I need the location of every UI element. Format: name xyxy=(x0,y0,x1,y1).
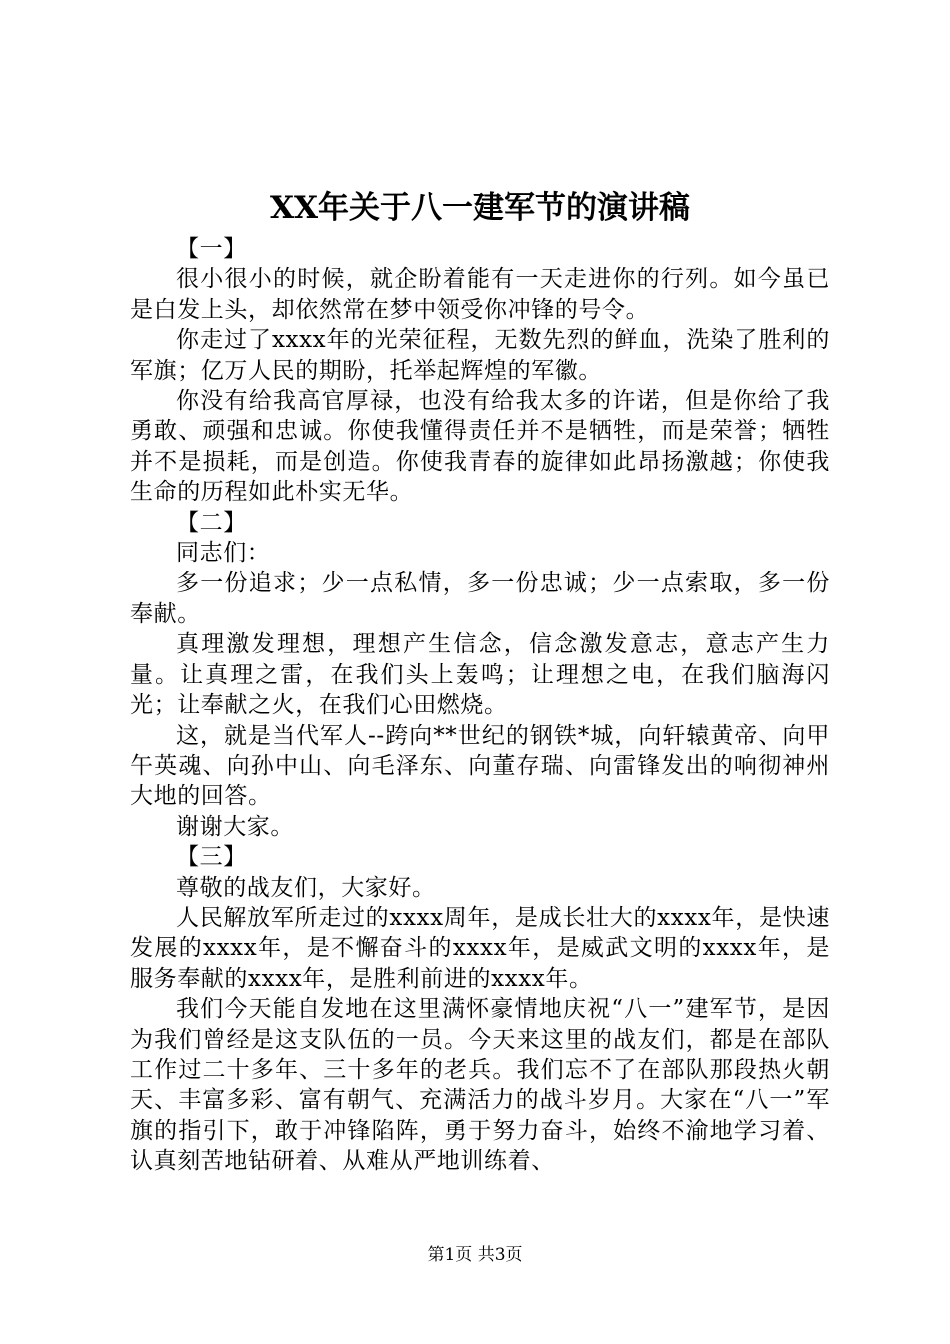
paragraph: 这，就是当代军人--跨向**世纪的钢铁*城，向轩辕黄帝、向甲午英魂、向孙中山、向毛泽东、向董存瑞、向雷锋发出的响彻神州大地的回答。 xyxy=(130,722,830,810)
paragraph: 尊敬的战友们，大家好。 xyxy=(176,874,436,901)
paragraph: 你走过了xxxx年的光荣征程，无数先烈的鲜血，洗染了胜利的军旗；亿万人民的期盼，托举起辉煌的军徽。 xyxy=(130,327,830,384)
section-heading-3: 【三】 xyxy=(176,844,247,871)
paragraph: 真理激发理想，理想产生信念，信念激发意志，意志产生力量。让真理之雷，在我们头上轰鸣；让理想之电，在我们脑海闪光；让奉献之火，在我们心田燃烧。 xyxy=(130,631,830,719)
document-body xyxy=(130,234,830,1177)
paragraph: 很小很小的时候，就企盼着能有一天走进你的行列。如今虽已是白发上头，却依然常在梦中领受你冲锋的号令。 xyxy=(130,266,830,323)
paragraph: 你没有给我高官厚禄，也没有给我太多的许诺，但是你给了我勇敢、顽强和忠诚。你使我懂得责任并不是牺牲，而是荣誉；牺牲并不是损耗，而是创造。你使我青春的旋律如此昂扬激越；你使我生命的历程如此朴实无华。 xyxy=(130,388,830,506)
paragraph: 多一份追求；少一点私情，多一份忠诚；少一点索取，多一份奉献。 xyxy=(130,570,830,627)
paragraph: 谢谢大家。 xyxy=(176,813,294,840)
paragraph: 我们今天能自发地在这里满怀豪情地庆祝“八一”建军节，是因为我们曾经是这支队伍的一员。今天来这里的战友们，都是在部队工作过二十多年、三十多年的老兵。我们忘不了在部队那段热火朝天、丰富多彩、富有朝气、充满活力的战斗岁月。大家在“八一”军旗的指引下，敢于冲锋陷阵，勇于努力奋斗，始终不渝地学习着、认真刻苦地钻研着、从难从严地训练着、 xyxy=(130,996,830,1175)
document-page xyxy=(130,184,830,1177)
paragraph: 人民解放军所走过的xxxx周年，是成长壮大的xxxx年，是快速发展的xxxx年，是不懈奋斗的xxxx年，是威武文明的xxxx年，是服务奉献的xxxx年，是胜利前进的xxxx年。 xyxy=(130,904,830,992)
section-heading-2: 【二】 xyxy=(176,509,247,536)
page-footer: 第1页 共3页 xyxy=(427,1245,523,1265)
document-title: XX年关于八一建军节的演讲稿 xyxy=(269,190,691,226)
paragraph: 同志们： xyxy=(176,540,271,567)
section-heading-1: 【一】 xyxy=(176,236,247,262)
